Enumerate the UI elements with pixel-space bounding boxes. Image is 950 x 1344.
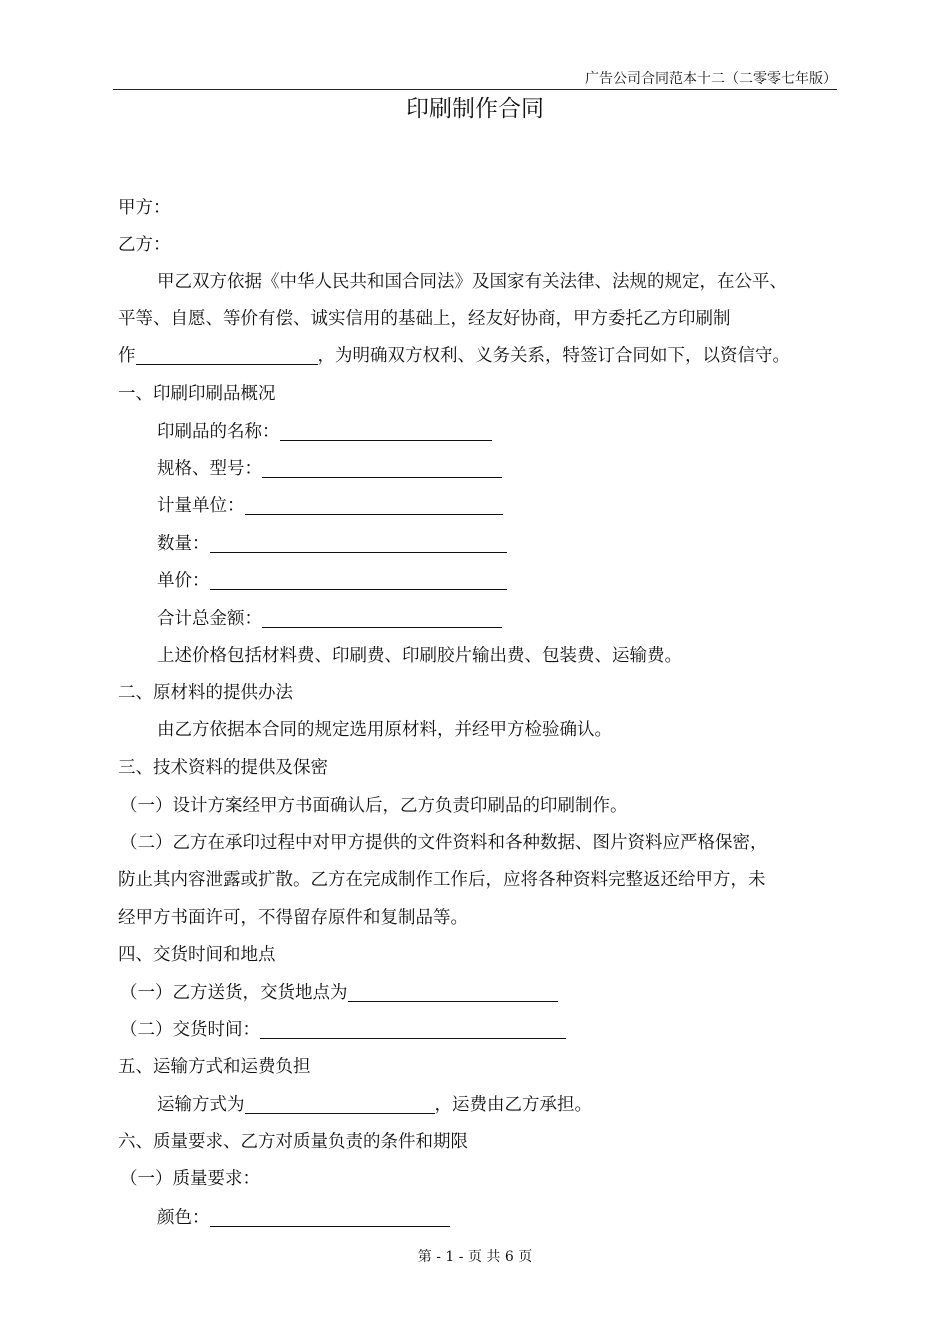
section-3-item-1: （一）设计方案经甲方书面确认后，乙方负责印刷品的印刷制作。	[120, 796, 628, 816]
total-amount-row	[157, 605, 502, 633]
total-amount-blank[interactable]	[262, 607, 502, 628]
delivery-place-blank[interactable]	[348, 981, 558, 1002]
unit-row	[157, 492, 503, 520]
quantity-label: 数量：	[157, 534, 210, 554]
entrusted-item-blank[interactable]	[136, 344, 318, 365]
color-label: 颜色：	[157, 1208, 210, 1228]
party-a-label: 甲方：	[118, 198, 171, 218]
party-b-label: 乙方：	[118, 235, 171, 255]
section-6-heading: 六、质量要求、乙方对质量负责的条件和期限	[118, 1132, 468, 1152]
section-3-item-2-line-3: 经甲方书面许可，不得留存原件和复制品等。	[118, 908, 468, 928]
unit-label: 计量单位：	[157, 496, 245, 516]
delivery-time-blank[interactable]	[260, 1018, 566, 1039]
section-2-text: 由乙方依据本合同的规定选用原材料，并经甲方检验确认。	[157, 720, 612, 740]
intro-line-3-suffix: ，为明确双方权利、义务关系，特签订合同如下，以资信守。	[317, 346, 790, 366]
spec-label: 规格、型号：	[157, 459, 262, 479]
print-name-label: 印刷品的名称：	[157, 422, 280, 442]
spec-row	[157, 455, 502, 483]
page-footer: 第 - 1 - 页 共 6 页	[417, 1249, 533, 1265]
print-name-blank[interactable]	[280, 420, 492, 441]
document-title: 印刷制作合同	[406, 96, 544, 122]
delivery-place-label: （一）乙方送货，交货地点为	[120, 983, 348, 1003]
section-4-heading: 四、交货时间和地点	[118, 945, 276, 965]
delivery-time-label: （二）交货时间：	[120, 1020, 260, 1040]
section-3-item-2-line-1: （二）乙方在承印过程中对甲方提供的文件资料和各种数据、图片资料应严格保密，	[120, 833, 768, 853]
delivery-time-row	[120, 1016, 566, 1044]
intro-line-3-prefix: 作	[118, 346, 136, 366]
quantity-blank[interactable]	[210, 532, 507, 553]
unit-price-blank[interactable]	[210, 569, 507, 590]
color-blank[interactable]	[210, 1206, 450, 1227]
delivery-place-row	[120, 979, 558, 1007]
total-amount-label: 合计总金额：	[157, 609, 262, 629]
transport-suffix: ，运费由乙方承担。	[434, 1095, 592, 1115]
header-text: 广告公司合同范本十二（二零零七年版）	[585, 71, 837, 87]
unit-price-label: 单价：	[157, 571, 210, 591]
transport-method-blank[interactable]	[245, 1093, 435, 1114]
print-name-row	[157, 418, 492, 446]
transport-prefix: 运输方式为	[157, 1095, 245, 1115]
quality-requirements-label: （一）质量要求：	[120, 1169, 260, 1189]
intro-line-2: 平等、自愿、等价有偿、诚实信用的基础上，经友好协商，甲方委托乙方印刷制	[118, 309, 731, 329]
intro-line-1: 甲乙双方依据《中华人民共和国合同法》及国家有关法律、法规的规定，在公平、	[157, 272, 787, 292]
price-note: 上述价格包括材料费、印刷费、印刷胶片输出费、包装费、运输费。	[157, 646, 682, 666]
section-3-heading: 三、技术资料的提供及保密	[118, 758, 328, 778]
color-row	[157, 1204, 450, 1232]
unit-price-row	[157, 567, 507, 595]
quantity-row	[157, 530, 507, 558]
section-2-heading: 二、原材料的提供办法	[118, 683, 293, 703]
intro-line-3	[118, 342, 790, 370]
spec-blank[interactable]	[262, 457, 502, 478]
page-header	[113, 70, 837, 90]
unit-blank[interactable]	[245, 494, 503, 515]
transport-row	[157, 1091, 592, 1119]
section-1-heading: 一、印刷印刷品概况	[118, 384, 276, 404]
section-3-item-2-line-2: 防止其内容泄露或扩散。乙方在完成制作工作后，应将各种资料完整返还给甲方，未	[118, 870, 766, 890]
section-5-heading: 五、运输方式和运费负担	[118, 1057, 311, 1077]
